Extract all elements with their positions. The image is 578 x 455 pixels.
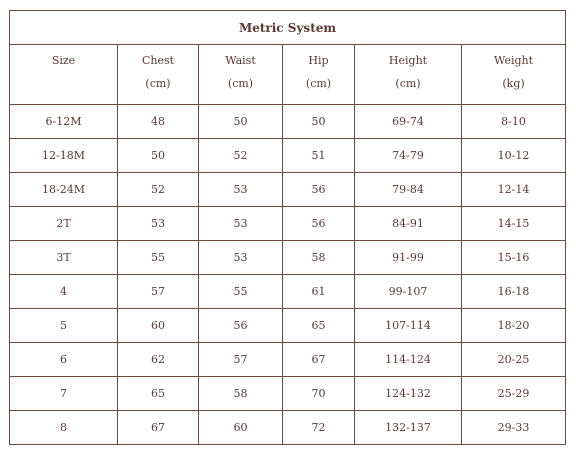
cell-size: 18-24M [10,173,118,207]
cell-hip: 56 [283,207,355,241]
cell-weight: 15-16 [462,241,566,275]
table-row [10,411,566,445]
cell-weight: 16-18 [462,275,566,309]
column-label: Waist [225,54,256,67]
cell-weight: 25-29 [462,377,566,411]
cell-chest: 67 [118,411,199,445]
cell-height: 107-114 [355,309,462,343]
cell-chest: 65 [118,377,199,411]
column-unit: (cm) [305,77,332,90]
cell-waist: 56 [199,309,283,343]
header-row [10,45,566,105]
column-label: Size [51,54,76,67]
cell-hip: 51 [283,139,355,173]
cell-hip: 70 [283,377,355,411]
cell-chest: 48 [118,105,199,139]
table-row [10,309,566,343]
cell-height: 79-84 [355,173,462,207]
cell-waist: 50 [199,105,283,139]
cell-size: 5 [10,309,118,343]
cell-size: 8 [10,411,118,445]
cell-hip: 65 [283,309,355,343]
cell-hip: 56 [283,173,355,207]
column-unit: (cm) [145,77,171,90]
cell-weight: 14-15 [462,207,566,241]
column-unit: (kg) [502,77,525,90]
cell-waist: 53 [199,207,283,241]
cell-size: 6 [10,343,118,377]
table-row [10,105,566,139]
size-chart-table [9,10,566,445]
cell-waist: 60 [199,411,283,445]
cell-hip: 72 [283,411,355,445]
cell-waist: 53 [199,173,283,207]
cell-chest: 62 [118,343,199,377]
cell-waist: 58 [199,377,283,411]
cell-chest: 60 [118,309,199,343]
column-label: Chest [141,54,175,67]
cell-weight: 10-12 [462,139,566,173]
cell-weight: 29-33 [462,411,566,445]
cell-height: 132-137 [355,411,462,445]
cell-height: 74-79 [355,139,462,173]
cell-hip: 67 [283,343,355,377]
column-label: Height [388,54,428,67]
column-header-hip [283,45,355,105]
column-header-chest [118,45,199,105]
column-header-weight [462,45,566,105]
cell-chest: 57 [118,275,199,309]
column-label: Weight [494,54,534,67]
cell-weight: 12-14 [462,173,566,207]
table-row [10,377,566,411]
table-row [10,241,566,275]
table-title: Metric System [10,11,566,45]
cell-weight: 20-25 [462,343,566,377]
cell-size: 6-12M [10,105,118,139]
cell-height: 99-107 [355,275,462,309]
column-unit: (cm) [395,77,421,90]
table-row [10,207,566,241]
cell-height: 69-74 [355,105,462,139]
column-header-height [355,45,462,105]
cell-hip: 58 [283,241,355,275]
table-row [10,139,566,173]
column-header-size [10,45,118,105]
cell-chest: 52 [118,173,199,207]
cell-waist: 55 [199,275,283,309]
column-label: Hip [308,54,329,67]
table-row [10,343,566,377]
column-header-waist [199,45,283,105]
cell-size: 7 [10,377,118,411]
column-unit: (cm) [227,77,254,90]
cell-chest: 53 [118,207,199,241]
cell-height: 91-99 [355,241,462,275]
cell-size: 3T [10,241,118,275]
cell-height: 114-124 [355,343,462,377]
cell-weight: 18-20 [462,309,566,343]
cell-waist: 52 [199,139,283,173]
cell-height: 124-132 [355,377,462,411]
table-row [10,173,566,207]
cell-weight: 8-10 [462,105,566,139]
cell-size: 2T [10,207,118,241]
table-row [10,275,566,309]
cell-hip: 61 [283,275,355,309]
cell-size: 12-18M [10,139,118,173]
cell-height: 84-91 [355,207,462,241]
cell-hip: 50 [283,105,355,139]
cell-waist: 53 [199,241,283,275]
cell-size: 4 [10,275,118,309]
cell-chest: 50 [118,139,199,173]
cell-chest: 55 [118,241,199,275]
cell-waist: 57 [199,343,283,377]
